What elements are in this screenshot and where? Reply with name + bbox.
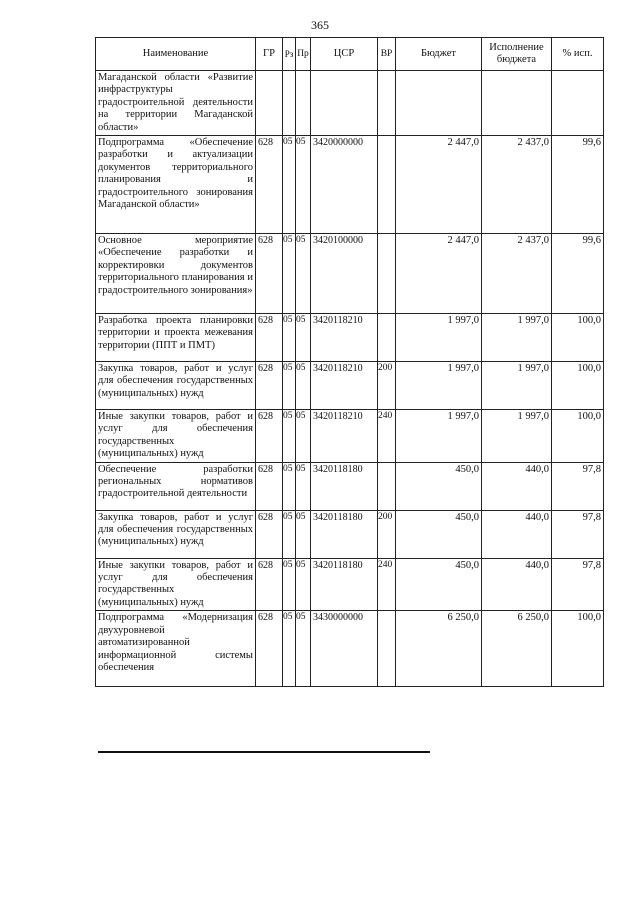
row-vr: 200	[378, 362, 396, 410]
row-name: Закупка товаров, работ и услуг для обеспечения государственных (муниципальных) нужд	[96, 510, 256, 558]
row-csr: 3420118210	[311, 314, 378, 362]
table-row	[96, 410, 604, 463]
row-execution: 440,0	[482, 558, 552, 611]
row-budget: 1 997,0	[396, 410, 482, 463]
row-rz	[283, 71, 296, 136]
row-vr	[378, 234, 396, 314]
table-row	[96, 234, 604, 314]
table-row	[96, 462, 604, 510]
header-budget: Бюджет	[396, 38, 482, 71]
row-execution: 440,0	[482, 510, 552, 558]
row-gr: 628	[256, 510, 283, 558]
row-percent	[552, 71, 604, 136]
table-row	[96, 314, 604, 362]
row-budget: 450,0	[396, 558, 482, 611]
table-row	[96, 611, 604, 687]
row-pr: 05	[296, 462, 311, 510]
row-name: Закупка товаров, работ и услуг для обеспечения государственных (муниципальных) нужд	[96, 362, 256, 410]
header-vr: ВР	[378, 38, 396, 71]
row-budget	[396, 71, 482, 136]
header-csr: ЦСР	[311, 38, 378, 71]
row-budget: 2 447,0	[396, 234, 482, 314]
row-percent: 100,0	[552, 410, 604, 463]
row-gr: 628	[256, 462, 283, 510]
row-name: Основное мероприятие «Обеспечение разработки и корректировки документов территориального планирования и градостроительного зонирования»	[96, 234, 256, 314]
row-rz: 05	[283, 410, 296, 463]
row-execution: 2 437,0	[482, 234, 552, 314]
row-rz: 05	[283, 611, 296, 687]
table-row	[96, 71, 604, 136]
row-percent: 99,6	[552, 234, 604, 314]
row-budget: 2 447,0	[396, 136, 482, 234]
row-execution: 6 250,0	[482, 611, 552, 687]
row-name: Иные закупки товаров, работ и услуг для обеспечения государственных (муниципальных) нужд	[96, 558, 256, 611]
row-name: Разработка проекта планировки территории и проекта межевания территории (ППТ и ПМТ)	[96, 314, 256, 362]
row-gr: 628	[256, 136, 283, 234]
budget-table	[95, 37, 604, 687]
row-percent: 99,6	[552, 136, 604, 234]
row-pr	[296, 71, 311, 136]
row-gr: 628	[256, 410, 283, 463]
row-name: Обеспечение разработки региональных нормативов градостроительной деятельности	[96, 462, 256, 510]
row-execution: 1 997,0	[482, 314, 552, 362]
row-budget: 1 997,0	[396, 314, 482, 362]
row-name: Подпрограмма «Обеспечение разработки и актуализации документов территориального планирования и градостроительного зонирования Магаданской области»	[96, 136, 256, 234]
row-csr: 3420100000	[311, 234, 378, 314]
row-pr: 05	[296, 410, 311, 463]
row-csr: 3420000000	[311, 136, 378, 234]
row-pr: 05	[296, 362, 311, 410]
row-budget: 450,0	[396, 510, 482, 558]
row-gr: 628	[256, 234, 283, 314]
row-budget: 6 250,0	[396, 611, 482, 687]
row-rz: 05	[283, 136, 296, 234]
row-vr: 200	[378, 510, 396, 558]
table-row	[96, 558, 604, 611]
row-execution: 1 997,0	[482, 410, 552, 463]
row-gr	[256, 71, 283, 136]
row-rz: 05	[283, 234, 296, 314]
row-rz: 05	[283, 558, 296, 611]
row-name: Магаданской области «Развитие инфраструктуры градостроительной деятельности на территории Магаданской области»	[96, 71, 256, 136]
header-pr: Пр	[296, 38, 311, 71]
page-number: 365	[311, 18, 329, 32]
row-rz: 05	[283, 362, 296, 410]
row-pr: 05	[296, 314, 311, 362]
table-row	[96, 510, 604, 558]
row-percent: 97,8	[552, 510, 604, 558]
header-execution: Исполнение бюджета	[482, 38, 552, 71]
row-percent: 100,0	[552, 362, 604, 410]
row-csr: 3420118210	[311, 362, 378, 410]
row-csr: 3420118180	[311, 510, 378, 558]
table-row	[96, 362, 604, 410]
row-rz: 05	[283, 314, 296, 362]
row-percent: 97,8	[552, 558, 604, 611]
row-pr: 05	[296, 136, 311, 234]
row-percent: 100,0	[552, 314, 604, 362]
row-gr: 628	[256, 558, 283, 611]
row-gr: 628	[256, 362, 283, 410]
row-budget: 1 997,0	[396, 362, 482, 410]
header-name: Наименование	[96, 38, 256, 71]
row-pr: 05	[296, 558, 311, 611]
row-vr	[378, 314, 396, 362]
row-gr: 628	[256, 611, 283, 687]
row-execution: 2 437,0	[482, 136, 552, 234]
row-pr: 05	[296, 510, 311, 558]
header-gr: ГР	[256, 38, 283, 71]
table-header-row	[96, 38, 604, 71]
row-execution: 1 997,0	[482, 362, 552, 410]
row-percent: 100,0	[552, 611, 604, 687]
row-csr: 3430000000	[311, 611, 378, 687]
row-execution: 440,0	[482, 462, 552, 510]
row-vr	[378, 611, 396, 687]
header-percent: % исп.	[552, 38, 604, 71]
table-row	[96, 136, 604, 234]
table-body	[96, 71, 604, 687]
row-csr: 3420118180	[311, 462, 378, 510]
row-budget: 450,0	[396, 462, 482, 510]
row-vr	[378, 136, 396, 234]
row-csr: 3420118210	[311, 410, 378, 463]
row-vr: 240	[378, 558, 396, 611]
row-name: Иные закупки товаров, работ и услуг для обеспечения государственных (муниципальных) нужд	[96, 410, 256, 463]
row-csr: 3420118180	[311, 558, 378, 611]
row-percent: 97,8	[552, 462, 604, 510]
row-csr	[311, 71, 378, 136]
row-vr	[378, 71, 396, 136]
row-rz: 05	[283, 510, 296, 558]
row-gr: 628	[256, 314, 283, 362]
row-pr: 05	[296, 611, 311, 687]
row-pr: 05	[296, 234, 311, 314]
separator-line	[98, 751, 430, 753]
row-name: Подпрограмма «Модернизация двухуровневой автоматизированной информационной системы обеспечения	[96, 611, 256, 687]
row-vr: 240	[378, 410, 396, 463]
row-rz: 05	[283, 462, 296, 510]
row-vr	[378, 462, 396, 510]
row-execution	[482, 71, 552, 136]
header-rz: Рз	[283, 38, 296, 71]
